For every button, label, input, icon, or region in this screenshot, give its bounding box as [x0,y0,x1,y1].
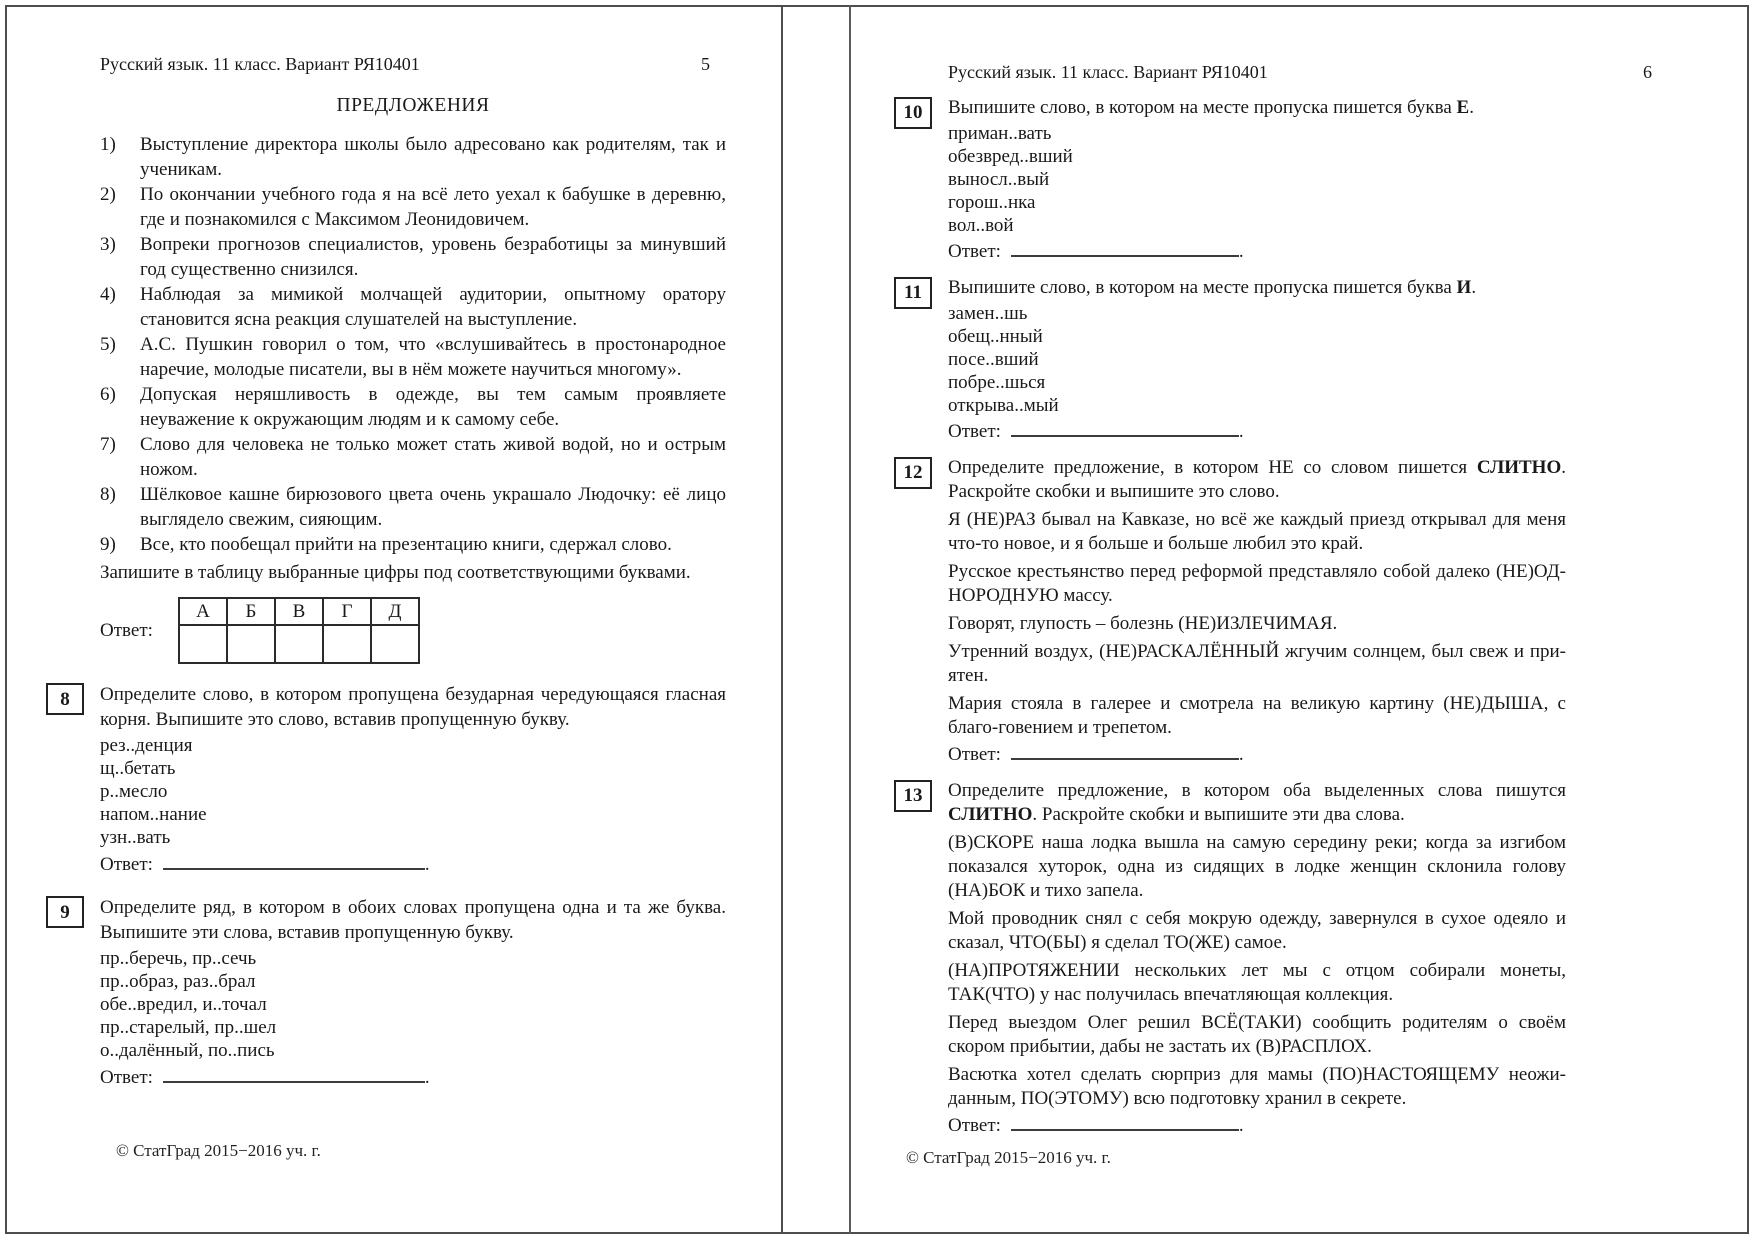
page-number: 6 [1643,62,1652,82]
answer-table-block [100,597,726,664]
answer-grid-header-row [179,598,419,625]
option-line: пр..образ, раз..брал [100,971,256,992]
instruction-text: Запишите в таблицу выбранные цифры под соответствующими буквами. [100,562,691,583]
list-item [100,282,726,332]
page-5 [60,52,726,1160]
grid-column-header: В [275,598,323,625]
prompt-bold-text: Е [1456,97,1470,118]
answer-label: Ответ: [100,620,153,641]
answer-terminator: . [1238,1115,1244,1136]
page-footer: © СтатГрад 2015−2016 уч. г. [116,1141,321,1160]
page-divider-line [781,5,783,1234]
section-heading: ПРЕДЛОЖЕНИЯ [336,95,490,116]
questions-container [60,682,726,1090]
list-item-text: Допуская неряшливость в одежде, вы тем самым проявляете неуважение к окружающим людям и к самому себе. [140,384,726,430]
sentence-paragraph: Утренний воздух, (НЕ)РАСКАЛЁННЫЙ жгучим солнцем, был свеж и при-ятен. [948,641,1566,686]
list-item-text: Наблюдая за мимикой молчащей аудитории, опытному оратору становится ясна реакция слушателей на выступление. [140,284,726,330]
option-line: побре..шься [948,372,1046,393]
option-line: обе..вредил, и..точал [100,994,267,1015]
option-list [948,302,1566,417]
grid-answer-cell [227,625,275,663]
questions-container [903,96,1566,1138]
list-item-text: Все, кто пообещал прийти на презентацию книги, сдержал слово. [140,534,672,555]
prompt-text: Определите ряд, в котором в обоих словах пропущена одна и та же буква. Выпишите эти слова, вставив пропущенную букву. [100,897,726,943]
question-number-box: 8 [46,683,84,715]
answer-grid-cell-row [179,625,419,663]
prompt-text: Выпишите слово, в котором на месте пропуска пишется буква [948,277,1457,298]
question-number-box: 13 [894,780,932,812]
option-line: пр..старелый, пр..шел [100,1017,277,1038]
prompt-text: Определите предложение, в котором НЕ со словом пишется [948,457,1477,478]
answer-label: Ответ: [948,1115,1001,1136]
grid-answer-cell [323,625,371,663]
list-item-number: 9) [100,534,116,555]
list-item-number: 5) [100,334,116,355]
question-block [903,779,1566,1138]
option-line: обещ..нный [948,326,1043,347]
list-item [100,232,726,282]
question-prompt [100,682,726,732]
prompt-text: Определите предложение, в котором оба выделенных слова пишутся [948,780,1566,801]
answer-row [100,1065,726,1090]
page-footer: © СтатГрад 2015−2016 уч. г. [906,1148,1111,1167]
answer-label: Ответ: [948,744,1001,765]
answer-label: Ответ: [948,421,1001,442]
grid-column-header: Д [371,598,419,625]
list-item-text: Вопреки прогнозов специалистов, уровень безработицы за минувший год существенно снизился. [140,234,726,280]
prompt-bold-text: СЛИТНО [1476,457,1562,478]
answer-row [100,852,726,877]
list-item [100,382,726,432]
option-line: открыва..мый [948,395,1059,416]
list-item-number: 3) [100,234,116,255]
list-item-text: По окончании учебного года я на всё лето уехал к бабушке в деревню, где и познакомился с Максимом Леонидовичем. [140,184,726,230]
option-line: обезвред..вший [948,146,1073,167]
sentence-paragraph: Мария стояла в галерее и смотрела на великую картину (НЕ)ДЫША, с благо-говением и трепетом. [948,693,1566,738]
list-item [100,432,726,482]
option-list [100,734,726,849]
answer-terminator: . [1238,241,1244,262]
question-block [903,456,1566,767]
list-item-number: 2) [100,184,116,205]
list-item-number: 4) [100,284,116,305]
list-item-text: Слово для человека не только может стать живой водой, но и острым ножом. [140,434,726,480]
question-prompt [948,276,1566,300]
list-item-number: 1) [100,134,116,155]
option-list [948,122,1566,237]
answer-grid [178,597,420,664]
answer-blank-line [1011,422,1239,437]
sentence-paragraph: Русское крестьянство перед реформой представляло собой далеко (НЕ)ОД-НОРОДНУЮ массу. [948,561,1566,606]
list-item [100,182,726,232]
list-item-number: 6) [100,384,116,405]
option-line: горош..нка [948,192,1036,213]
list-item-number: 7) [100,434,116,455]
answer-label: Ответ: [948,241,1001,262]
list-item [100,532,726,557]
answer-terminator: . [1238,421,1244,442]
answer-blank-line [163,1068,425,1083]
grid-column-header: Б [227,598,275,625]
answer-terminator: . [1238,744,1244,765]
sentence-paragraph: Мой проводник снял с себя мокрую одежду, завернулся в сухое одеяло и сказал, ЧТО(БЫ) я сделал ТО(ЖЕ) самое. [948,908,1566,953]
answer-label: Ответ: [100,1067,153,1088]
grid-column-header: Г [323,598,371,625]
answer-terminator: . [424,1067,430,1088]
option-list [100,947,726,1062]
prompt-text: . [1471,277,1477,298]
question-block [903,96,1566,264]
question-prompt [948,779,1566,827]
sentence-paragraph: Васютка хотел сделать сюрприз для мамы (ПО)НАСТОЯЩЕМУ неожи-данным, ПО(ЭТОМУ) всю подготовку хранил в секрете. [948,1064,1566,1109]
question-number-box: 12 [894,457,932,489]
page-6 [903,60,1652,1167]
question-number-box: 10 [894,97,932,129]
list-item [100,132,726,182]
page-header [100,52,726,77]
sentence-paragraph: (НА)ПРОТЯЖЕНИИ нескольких лет мы с отцом собирали монеты, ТАК(ЧТО) у нас получилась впечатляющая коллекция. [948,960,1566,1005]
prompt-bold-text: СЛИТНО [948,804,1033,825]
option-line: напом..нание [100,804,207,825]
list-item [100,482,726,532]
option-line: щ..бетать [100,758,176,779]
sentence-paragraph: Говорят, глупость – болезнь (НЕ)ИЗЛЕЧИМАЯ. [948,613,1338,634]
question-number-box: 9 [46,896,84,928]
list-item-number: 8) [100,484,116,505]
question-block [904,276,1566,444]
sentence-paragraph: Я (НЕ)РАЗ бывал на Кавказе, но всё же каждый приезд открывал для меня что-то новое, и я больше и больше любил это край. [948,509,1566,554]
answer-blank-line [1011,1116,1239,1131]
option-line: замен..шь [948,303,1028,324]
option-line: посе..вший [948,349,1039,370]
option-line: р..месло [100,781,168,802]
sentence-list [100,132,726,557]
page-header [948,60,1652,84]
prompt-bold-text: И [1456,277,1472,298]
prompt-text: Выпишите слово, в котором на месте пропуска пишется буква [948,97,1457,118]
header-title: Русский язык. 11 класс. Вариант РЯ10401 [948,62,1268,82]
option-line: узн..вать [100,827,171,848]
right-page-edge-line [849,5,851,1234]
answer-row [948,420,1566,444]
answer-row [948,240,1566,264]
option-line: пр..беречь, пр..сечь [100,948,257,969]
option-line: о..далённый, по..пись [100,1040,275,1061]
list-item-text: А.С. Пушкин говорил о том, что «вслушивайтесь в простонародное наречие, молодые писатели, вы в нём можете научиться многому». [140,334,726,380]
question-block [60,895,726,1090]
prompt-text: Определите слово, в котором пропущена безударная чередующаяся гласная корня. Выпишите это слово, вставив пропущенную букву. [100,684,726,730]
answer-label: Ответ: [100,854,153,875]
question-prompt [948,96,1566,120]
prompt-text: . Раскройте скобки и выпишите это слово. [948,457,1566,502]
answer-terminator: . [424,854,430,875]
grid-answer-cell [275,625,323,663]
answer-blank-line [1011,242,1239,257]
prompt-text: . [1469,97,1474,118]
page-number: 5 [701,54,710,74]
grid-column-header: А [179,598,227,625]
sentence-paragraph: Перед выездом Олег решил ВСЁ(ТАКИ) сообщить родителям о своём скором прибытии, дабы не застать их (В)РАСПЛОХ. [948,1012,1566,1057]
list-item [100,332,726,382]
prompt-text: . Раскройте скобки и выпишите эти два слова. [1032,804,1405,825]
grid-answer-cell [179,625,227,663]
option-line: рез..денция [100,735,193,756]
question-prompt [948,456,1566,504]
header-title: Русский язык. 11 класс. Вариант РЯ10401 [100,54,420,74]
list-item-text: Выступление директора школы было адресовано как родителям, так и ученикам. [140,134,726,180]
list-item-text: Шёлковое кашне бирюзового цвета очень украшало Людочку: её лицо выглядело свежим, сияющим. [140,484,726,530]
question-block [60,682,726,877]
answer-row [948,743,1566,767]
answer-blank-line [163,855,425,870]
question-number-box: 11 [894,277,932,309]
question-prompt [100,895,726,945]
sentence-paragraph: (В)СКОРЕ наша лодка вышла на самую середину реки; когда за изгибом показался хуторок, одна из сидящих в лодке женщин склонила голову (НА)БОК и тихо запела. [948,832,1566,901]
option-line: приман..вать [948,123,1052,144]
answer-row [948,1114,1566,1138]
answer-blank-line [1011,745,1239,760]
option-line: выносл..вый [948,169,1050,190]
option-line: вол..вой [948,215,1014,236]
grid-answer-cell [371,625,419,663]
